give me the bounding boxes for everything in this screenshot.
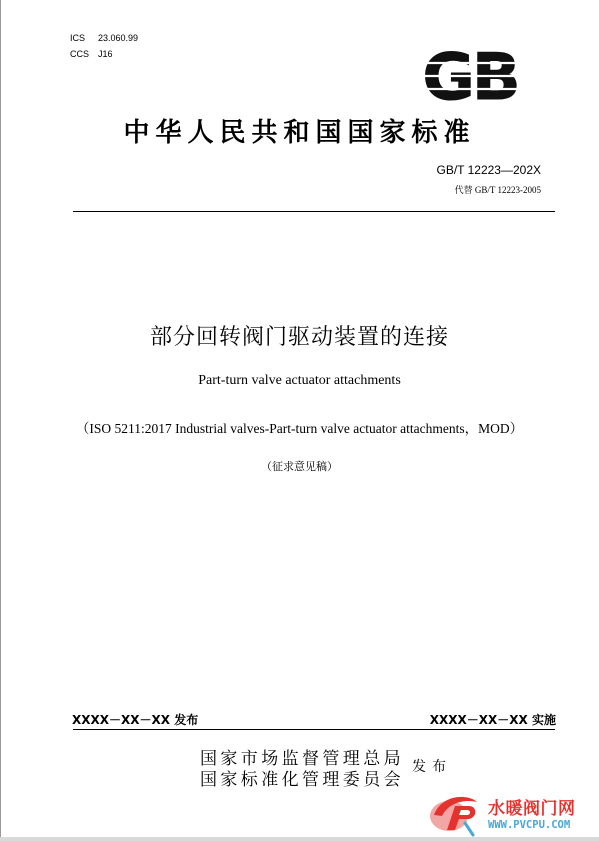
watermark-site-name: 水暖阀门网	[488, 799, 576, 819]
watermark-site-url: WWW.PVCPU.COM	[488, 819, 571, 831]
issue-label: 发布	[412, 759, 452, 775]
draft-status: （征求意见稿）	[261, 460, 338, 473]
footer-divider	[73, 729, 555, 730]
ccs-label: CCS	[70, 49, 90, 59]
header-divider	[73, 211, 555, 212]
gb-logo-icon	[412, 47, 528, 105]
ccs-code	[70, 46, 138, 62]
national-standard-title: 中华人民共和国国家标准	[123, 118, 476, 148]
page-edge-bottom	[0, 837, 599, 841]
classification-codes	[70, 30, 138, 62]
document-title-cn: 部分回转阀门驱动装置的连接	[149, 325, 449, 350]
document-title-en: Part-turn valve actuator attachments	[198, 373, 401, 388]
publish-date: XXXX－XX－XX 发布	[72, 713, 199, 727]
replaces-standard: 代替 GB/T 12223-2005	[454, 185, 541, 195]
iso-reference: （ISO 5211:2017 Industrial valves-Part-turn valve actuator attachments，MOD）	[75, 421, 524, 436]
ics-code	[70, 30, 138, 46]
gb-logo-text: GB	[422, 47, 518, 105]
standard-number: GB/T 12223—202X	[436, 163, 541, 177]
ics-value: 23.060.99	[98, 33, 139, 43]
issuer-samr: 国家市场监督管理总局	[200, 749, 404, 769]
ccs-value: J16	[98, 49, 113, 59]
implement-date: XXXX－XX－XX 实施	[429, 713, 556, 727]
issuer-sac: 国家标准化管理委员会	[200, 770, 404, 790]
ics-label: ICS	[70, 33, 86, 43]
watermark-logo-icon	[425, 789, 487, 837]
